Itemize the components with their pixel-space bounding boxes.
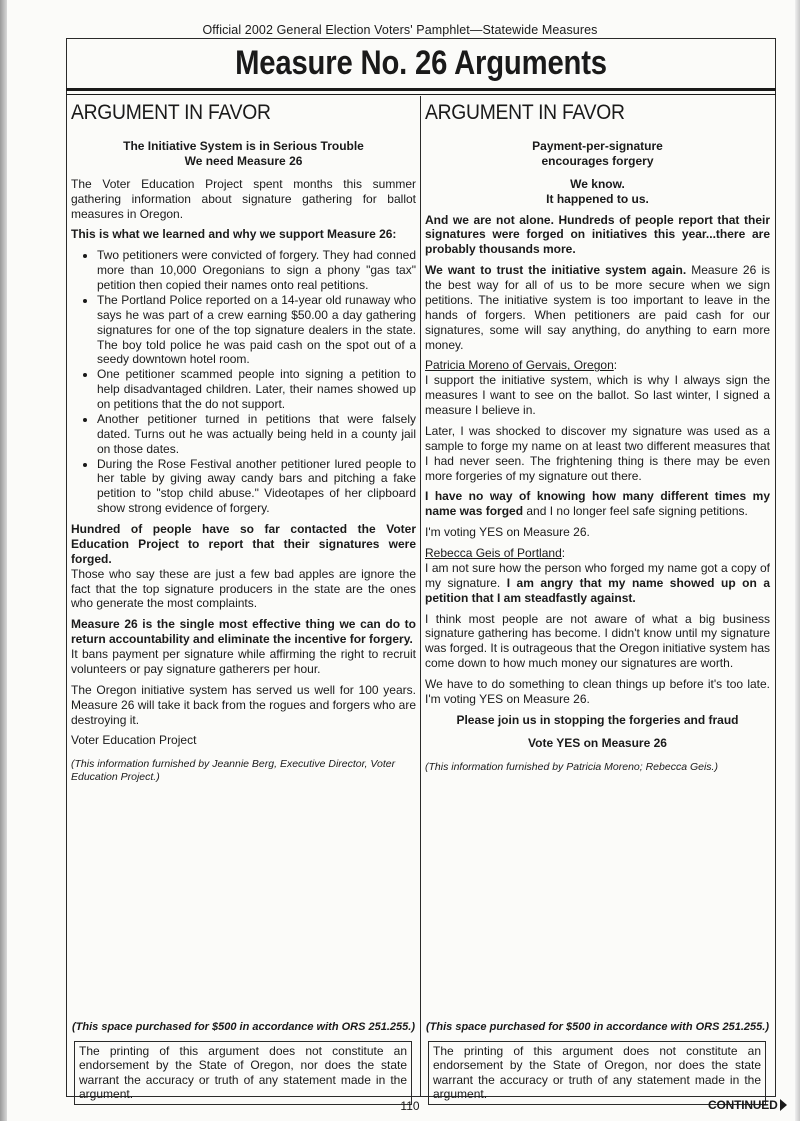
- paragraph-bold: Hundred of people have so far contacted the Voter Education Project to report that their signatures were forged.: [71, 522, 416, 566]
- disclaimer-box: The printing of this argument does not constitute an endorsement by the State of Oregon, nor does the state warrant the accuracy or truth of any statement made in the argument.: [428, 1041, 766, 1105]
- continued-text: CONTINUED: [708, 1098, 778, 1112]
- bullet-list: [71, 248, 416, 516]
- closing-line: Please join us in stopping the forgeries and fraud: [456, 712, 739, 727]
- paragraph-text: Measure 26 is the best way for all of us to be more secure when we sign petitions. The initiative system is too important to leave in the hands of forgers. When petitioners are paid cash for our signatures, some will say anything, do anything to earn more money.: [425, 263, 770, 352]
- paragraph: I'm voting YES on Measure 26.: [425, 525, 590, 540]
- paragraph-text: Those who say these are just a few bad apples are ignore the fact that the top signature producers in the state are the ones who generate the most complaints.: [71, 566, 416, 611]
- paragraph: This is what we learned and why we support Measure 26:: [71, 227, 397, 242]
- furnished-credit: (This information furnished by Jeannie Berg, Executive Director, Voter Education Project.): [71, 758, 396, 784]
- paragraph: [425, 561, 770, 606]
- argument-subtitle: [425, 139, 770, 169]
- list-item: • The Portland Police reported on a 14-year old runaway who says he was part of a crew earning $50.00 a day gathering signatures for one of the top signature dealers in the state. The boy told police he was paid cash on the spot out of a seedy downtown hotel room.: [97, 293, 416, 367]
- paragraph: [71, 617, 416, 677]
- page-scan-edge: [0, 0, 7, 1121]
- closing-line: Vote YES on Measure 26: [528, 735, 667, 750]
- subtitle-line: It happened to us.: [546, 191, 649, 206]
- paragraph-text: and I no longer feel safe signing petitions.: [523, 504, 748, 519]
- purchased-note: (This space purchased for $500 in accordance with ORS 251.255.): [72, 1021, 415, 1033]
- subtitle-line: The Initiative System is in Serious Trouble: [123, 139, 364, 154]
- title-rule-thin: [66, 94, 776, 95]
- argument-subtitle: [71, 139, 416, 169]
- argument-heading: ARGUMENT IN FAVOR: [71, 101, 271, 124]
- signature-line: Voter Education Project: [71, 733, 197, 748]
- continued-label: [708, 1098, 787, 1112]
- paragraph: [71, 522, 416, 611]
- argument-right: [425, 98, 770, 780]
- list-item: • During the Rose Festival another petitioner lured people to her table by giving away candy bars and pitching a fake petition to "stop child abuse." Videotapes of her clipboard show strong evidence of forgery.: [97, 457, 416, 517]
- subtitle-line: Payment-per-signature: [532, 139, 663, 154]
- page-title: Measure No. 26 Arguments: [235, 44, 607, 82]
- arrow-right-icon: [780, 1099, 787, 1111]
- paragraph-bold: I am angry that my name showed up on a petition that I am steadfastly against.: [425, 575, 770, 605]
- paragraph: [425, 263, 770, 352]
- argument-heading: ARGUMENT IN FAVOR: [425, 101, 625, 124]
- paragraph: [425, 358, 770, 373]
- list-item: • Two petitioners were convicted of forgery. They had conned more than 10,000 Oregonians to sign a phony "gas tax" petition then copied their names onto real petitions.: [97, 248, 416, 293]
- subtitle-line: encourages forgery: [541, 153, 654, 168]
- paragraph: We have to do something to clean things up before it's too late. I'm voting YES on Measure 26.: [425, 677, 770, 706]
- paragraph: [425, 489, 770, 519]
- paragraph: And we are not alone. Hundreds of people report that their signatures were forged on initiatives this year...there are probably thousands more.: [425, 212, 770, 257]
- disclaimer-box: The printing of this argument does not constitute an endorsement by the State of Oregon, nor does the state warrant the accuracy or truth of any statement made in the argument.: [74, 1041, 412, 1105]
- paragraph-bold: I have no way of knowing how many different times my name was forged: [425, 489, 770, 519]
- paragraph-bold: Measure 26 is the single most effective thing we can do to return accountability and eliminate the incentive for forgery.: [71, 617, 416, 647]
- list-item: • Another petitioner turned in petitions that were falsely dated. Turns out he was actually being held in a county jail on those dates.: [97, 412, 416, 457]
- purchased-note: (This space purchased for $500 in accordance with ORS 251.255.): [426, 1021, 769, 1033]
- testimonial-name: Patricia Moreno of Gervais, Oregon: [425, 358, 614, 373]
- paragraph-bold: We want to trust the initiative system again.: [425, 263, 687, 278]
- paragraph-text: It bans payment per signature while affirming the right to recruit volunteers or pay signature gatherers per hour.: [71, 647, 416, 676]
- subtitle-line: We know.: [570, 176, 625, 191]
- colon: :: [613, 358, 618, 373]
- page-scan-edge-right: [795, 0, 800, 1121]
- title-rule-thick: [66, 88, 776, 91]
- paragraph: The Voter Education Project spent months this summer gathering information about signature gathering for ballot measures in Oregon.: [71, 176, 416, 221]
- subtitle-line: We need Measure 26: [184, 153, 303, 168]
- argument-left: [71, 98, 416, 790]
- colon: :: [561, 546, 566, 561]
- running-head: Official 2002 General Election Voters' Pamphlet—Statewide Measures: [202, 23, 598, 37]
- furnished-credit: (This information furnished by Patricia Moreno; Rebecca Geis.): [425, 760, 718, 773]
- paragraph-text: I am not sure how the person who forged my name got a copy of my signature.: [425, 560, 770, 590]
- paragraph: I support the initiative system, which is why I always sign the measures I want to see on the ballot. So last winter, I signed a measure I believe in.: [425, 373, 770, 418]
- argument-subtitle: [425, 177, 770, 207]
- paragraph: Later, I was shocked to discover my signature was used as a sample to forge my name on at least two different measures that I had never seen. The frightening thing is there may be even more forgeries of my signature out there.: [425, 423, 770, 483]
- paragraph: I think most people are not aware of what a big business signature gathering has become. I didn't know until my signature was forged. It is outrageous that the Oregon initiative system has come down to how much money our signatures are worth.: [425, 611, 770, 671]
- list-item: • One petitioner scammed people into signing a petition to help disadvantaged children. Later, their names showed up on petitions that the do not support.: [97, 367, 416, 412]
- page-number: 110: [400, 1099, 420, 1113]
- paragraph: [425, 546, 770, 561]
- paragraph: The Oregon initiative system has served us well for 100 years. Measure 26 will take it back from the rogues and forgers who are destroying it.: [71, 682, 416, 727]
- column-divider: [420, 96, 421, 1097]
- testimonial-name: Rebecca Geis of Portland: [425, 546, 562, 561]
